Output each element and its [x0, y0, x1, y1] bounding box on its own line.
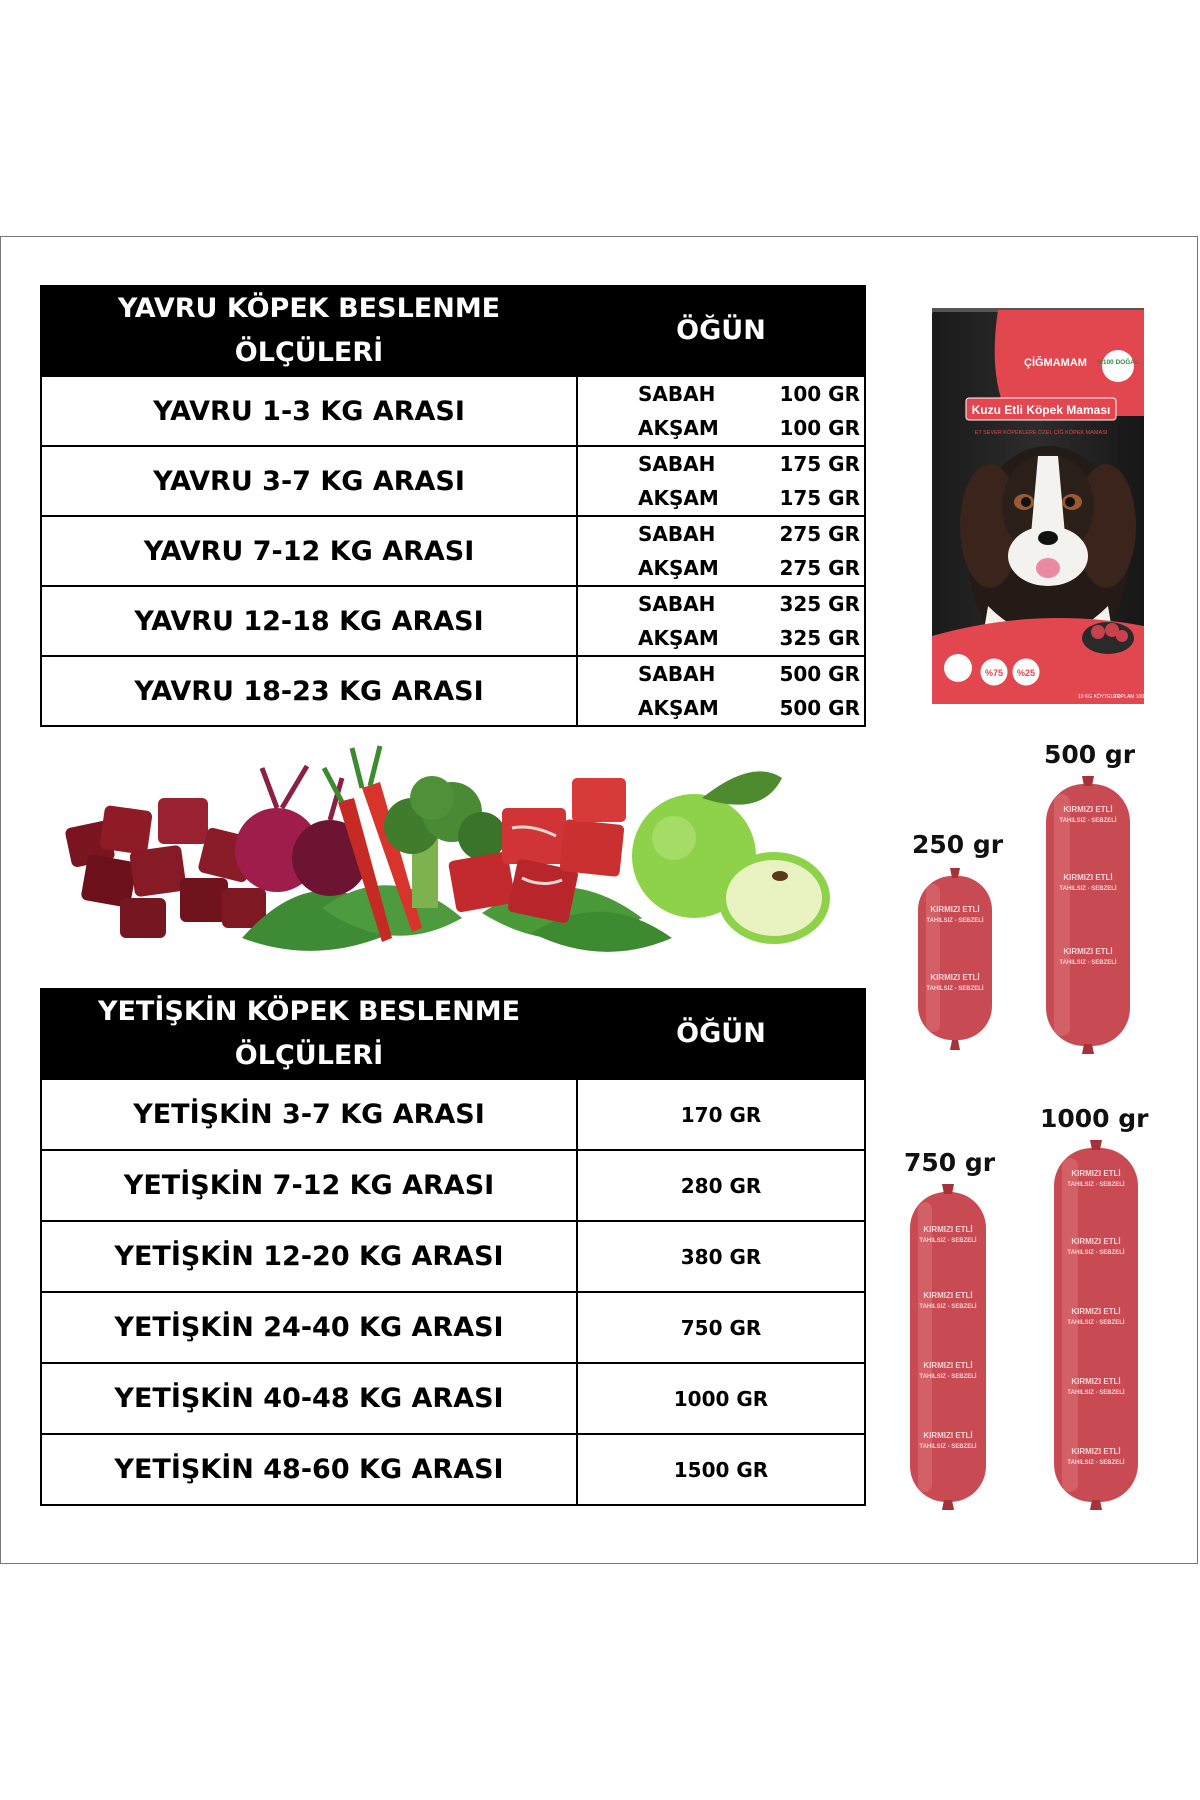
- size-label-1000: 1000 gr: [1040, 1104, 1149, 1133]
- morning-label: SABAH: [638, 592, 716, 616]
- roll-750-image: [904, 1184, 992, 1510]
- adult-feeding-table: [40, 988, 866, 1506]
- roll-print-text: TAHILSIZ - SEBZELİ: [1067, 1390, 1125, 1396]
- meal-value: 1500 GR: [577, 1434, 865, 1505]
- puppy-title-line1: YAVRU KÖPEK BESLENME: [117, 293, 501, 324]
- row-label: YETİŞKİN 48-60 KG ARASI: [41, 1434, 577, 1505]
- table-row: [41, 1150, 865, 1221]
- table-row: [41, 1434, 865, 1505]
- adult-meal-header: ÖĞÜN: [577, 989, 865, 1079]
- table-row: [41, 446, 865, 516]
- morning-label: SABAH: [638, 382, 716, 406]
- table-row: [41, 1079, 865, 1150]
- roll-print-text: TAHILSIZ - SEBZELİ: [919, 1374, 977, 1380]
- roll-print-text: TAHILSIZ - SEBZELİ: [919, 1304, 977, 1310]
- veg-badge: %25: [1016, 668, 1036, 678]
- roll-500-image: [1040, 776, 1136, 1054]
- row-label: YETİŞKİN 40-48 KG ARASI: [41, 1363, 577, 1434]
- size-label-500: 500 gr: [1044, 740, 1136, 769]
- evening-label: AKŞAM: [638, 626, 719, 650]
- natural-badge: [1102, 350, 1134, 382]
- evening-value: 175 GR: [779, 486, 860, 510]
- table-row: [41, 1363, 865, 1434]
- morning-value: 325 GR: [779, 592, 860, 616]
- table-row: [41, 656, 865, 726]
- roll-print-text: TAHILSIZ - SEBZELİ: [926, 918, 984, 924]
- morning-label: SABAH: [638, 452, 716, 476]
- morning-label: SABAH: [638, 522, 716, 546]
- roll-print-text: TAHILSIZ - SEBZELİ: [919, 1444, 977, 1450]
- table-row: [41, 1221, 865, 1292]
- roll-print-text: TAHILSIZ - SEBZELİ: [1067, 1460, 1125, 1466]
- puppy-meal-header: ÖĞÜN: [577, 286, 865, 376]
- meal-cell: [577, 376, 865, 446]
- row-label: YETİŞKİN 12-20 KG ARASI: [41, 1221, 577, 1292]
- roll-print-text: KIRMIZI ETLİ: [1071, 1377, 1121, 1386]
- morning-value: 100 GR: [779, 382, 860, 406]
- size-label-750: 750 gr: [904, 1148, 996, 1177]
- row-label: YETİŞKİN 3-7 KG ARASI: [41, 1079, 577, 1150]
- table-row: [41, 586, 865, 656]
- roll-print-text: KIRMIZI ETLİ: [1071, 1307, 1121, 1316]
- roll-1000-image: [1048, 1140, 1144, 1510]
- puppy-table-title: [41, 286, 577, 376]
- adult-table-title: [41, 989, 577, 1079]
- adult-title-line2: ÖLÇÜLERİ: [234, 1040, 384, 1071]
- evening-label: AKŞAM: [638, 416, 719, 440]
- evening-value: 325 GR: [779, 626, 860, 650]
- adult-title-line1: YETİŞKİN KÖPEK BESLENME: [97, 996, 521, 1027]
- roll-print-text: KIRMIZI ETLİ: [930, 905, 980, 914]
- roll-print-text: TAHILSIZ - SEBZELİ: [1059, 886, 1117, 892]
- meal-cell: [577, 656, 865, 726]
- morning-value: 500 GR: [779, 662, 860, 686]
- roll-print-text: TAHILSIZ - SEBZELİ: [926, 986, 984, 992]
- product-bag-image: [928, 306, 1156, 706]
- meal-value: 1000 GR: [577, 1363, 865, 1434]
- evening-label: AKŞAM: [638, 486, 719, 510]
- roll-print-text: KIRMIZI ETLİ: [923, 1291, 973, 1300]
- row-label: YAVRU 3-7 KG ARASI: [41, 446, 577, 516]
- evening-label: AKŞAM: [638, 696, 719, 720]
- row-label: YETİŞKİN 7-12 KG ARASI: [41, 1150, 577, 1221]
- size-label-250: 250 gr: [912, 830, 1004, 859]
- liver-cubes-image: [64, 798, 266, 938]
- meal-cell: [577, 516, 865, 586]
- meat-badge: %75: [984, 668, 1004, 678]
- bag-tagline: ET SEVER KÖPEKLERE ÖZEL ÇİĞ KÖPEK MAMASI: [974, 430, 1108, 436]
- roll-print-text: TAHILSIZ - SEBZELİ: [1067, 1182, 1125, 1188]
- morning-value: 175 GR: [779, 452, 860, 476]
- roll-print-text: KIRMIZI ETLİ: [923, 1225, 973, 1234]
- roll-print-text: TAHILSIZ - SEBZELİ: [1067, 1250, 1125, 1256]
- meal-cell: [577, 446, 865, 516]
- roll-250-image: [912, 868, 998, 1050]
- natural-badge-text: %100 DOĞAL: [1097, 359, 1139, 366]
- row-label: YAVRU 12-18 KG ARASI: [41, 586, 577, 656]
- row-label: YAVRU 7-12 KG ARASI: [41, 516, 577, 586]
- meal-cell: [577, 586, 865, 656]
- roll-print-text: KIRMIZI ETLİ: [1071, 1169, 1121, 1178]
- bag-brand: ÇİĞMAMAM: [1024, 357, 1087, 369]
- roll-print-text: KIRMIZI ETLİ: [1071, 1237, 1121, 1246]
- table-row: [41, 376, 865, 446]
- roll-print-text: TAHILSIZ - SEBZELİ: [919, 1238, 977, 1244]
- morning-label: SABAH: [638, 662, 716, 686]
- table-row: [41, 516, 865, 586]
- roll-print-text: KIRMIZI ETLİ: [1071, 1447, 1121, 1456]
- puppy-feeding-table: [40, 285, 866, 727]
- meal-value: 750 GR: [577, 1292, 865, 1363]
- evening-value: 500 GR: [779, 696, 860, 720]
- table-row: [41, 1292, 865, 1363]
- roll-print-text: KIRMIZI ETLİ: [1063, 873, 1113, 882]
- meal-value: 170 GR: [577, 1079, 865, 1150]
- row-label: YAVRU 1-3 KG ARASI: [41, 376, 577, 446]
- roll-print-text: KIRMIZI ETLİ: [923, 1431, 973, 1440]
- bag-footer-left: 10 KG KÖYTELER: [1078, 694, 1121, 700]
- row-label: YETİŞKİN 24-40 KG ARASI: [41, 1292, 577, 1363]
- roll-print-text: KIRMIZI ETLİ: [923, 1361, 973, 1370]
- food-ingredients-image: [62, 738, 842, 960]
- roll-print-text: TAHILSIZ - SEBZELİ: [1067, 1320, 1125, 1326]
- meal-value: 280 GR: [577, 1150, 865, 1221]
- roll-print-text: KIRMIZI ETLİ: [1063, 947, 1113, 956]
- meal-value: 380 GR: [577, 1221, 865, 1292]
- morning-value: 275 GR: [779, 522, 860, 546]
- bag-product-name: Kuzu Etli Köpek Maması: [971, 403, 1111, 417]
- evening-value: 100 GR: [779, 416, 860, 440]
- evening-label: AKŞAM: [638, 556, 719, 580]
- roll-print-text: TAHILSIZ - SEBZELİ: [1059, 818, 1117, 824]
- evening-value: 275 GR: [779, 556, 860, 580]
- bag-footer-right: TOPLAM 1000 GR: [1114, 694, 1156, 700]
- row-label: YAVRU 18-23 KG ARASI: [41, 656, 577, 726]
- puppy-title-line2: ÖLÇÜLERİ: [234, 337, 384, 368]
- roll-print-text: TAHILSIZ - SEBZELİ: [1059, 960, 1117, 966]
- roll-print-text: KIRMIZI ETLİ: [930, 973, 980, 982]
- roll-print-text: KIRMIZI ETLİ: [1063, 805, 1113, 814]
